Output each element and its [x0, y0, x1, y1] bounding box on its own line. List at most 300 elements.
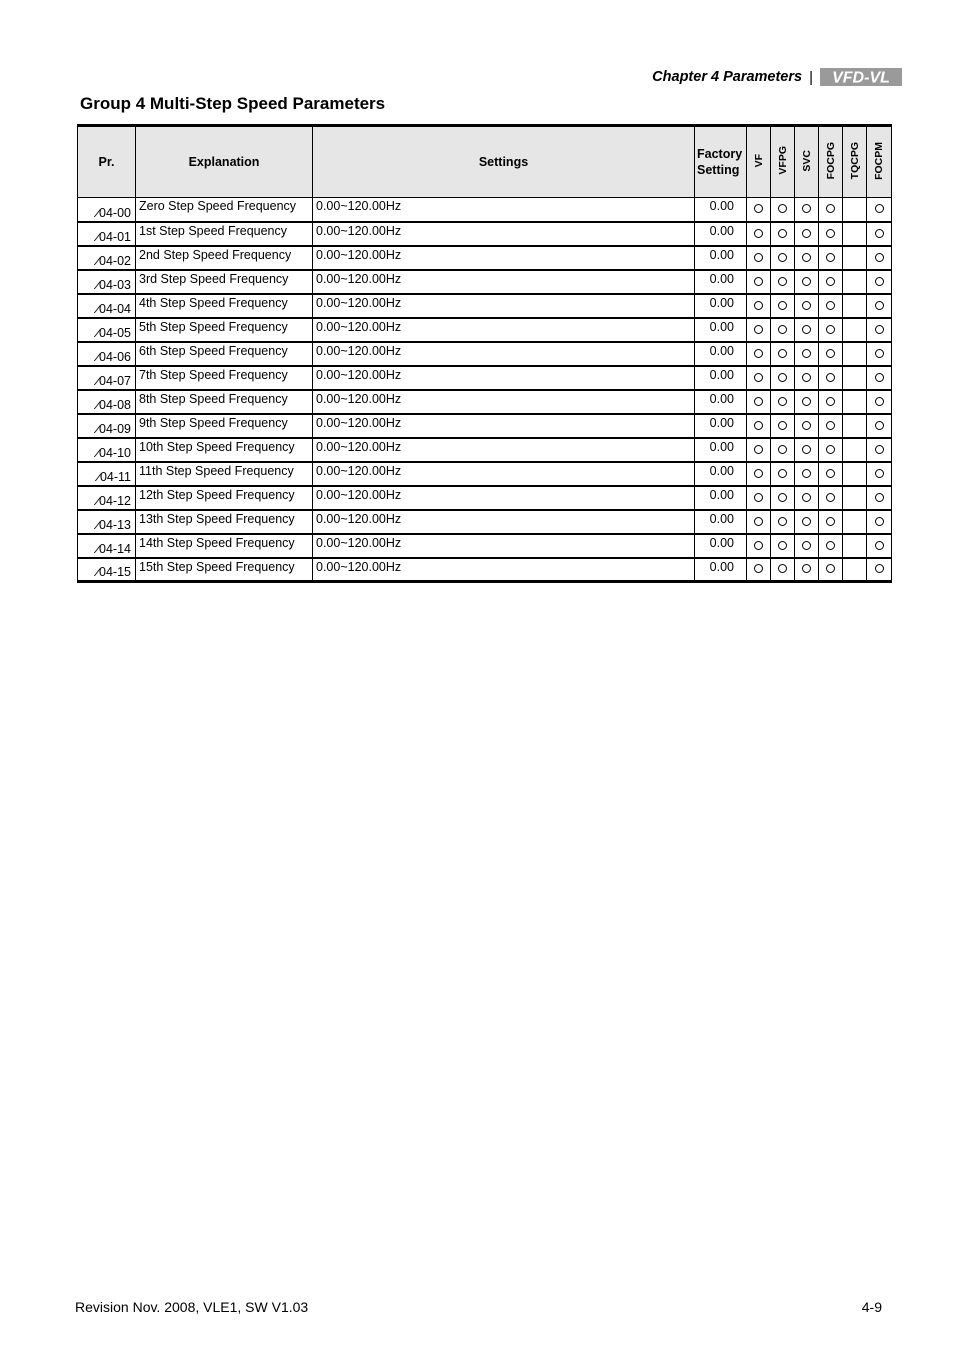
parameter-number: [78, 222, 136, 246]
hollow-circle-icon: [826, 229, 835, 238]
hollow-circle-icon: [802, 445, 811, 454]
hollow-circle-icon: [826, 253, 835, 262]
mode-cell-vf: [747, 534, 771, 558]
mode-cell-vf: [747, 390, 771, 414]
mode-cell-tqcpg: [843, 246, 867, 270]
hollow-circle-icon: [826, 493, 835, 502]
hollow-circle-icon: [778, 301, 787, 310]
hollow-circle-icon: [778, 229, 787, 238]
mode-cell-focpg: [819, 414, 843, 438]
hollow-circle-icon: [875, 517, 884, 526]
hollow-circle-icon: [778, 397, 787, 406]
parameter-code: 04-14: [99, 541, 131, 556]
parameter-explanation: Zero Step Speed Frequency: [136, 198, 313, 222]
mode-cell-vfpg: [771, 486, 795, 510]
svg-text:VFD-VL: VFD-VL: [832, 69, 890, 86]
pen-icon: ⁄: [96, 351, 99, 364]
parameter-settings: 0.00~120.00Hz: [313, 294, 695, 318]
mode-cell-vf: [747, 558, 771, 582]
parameter-number: [78, 534, 136, 558]
mode-cell-vfpg: [771, 318, 795, 342]
parameter-code: 04-07: [99, 373, 131, 388]
hollow-circle-icon: [826, 469, 835, 478]
parameter-settings: 0.00~120.00Hz: [313, 438, 695, 462]
hollow-circle-icon: [875, 229, 884, 238]
section-title: Group 4 Multi-Step Speed Parameters: [80, 94, 386, 113]
parameter-number: [78, 510, 136, 534]
hollow-circle-icon: [826, 564, 835, 573]
col-header-settings: Settings: [313, 126, 695, 198]
hollow-circle-icon: [875, 204, 884, 213]
hollow-circle-icon: [802, 469, 811, 478]
mode-cell-tqcpg: [843, 438, 867, 462]
hollow-circle-icon: [778, 373, 787, 382]
mode-cell-vfpg: [771, 510, 795, 534]
hollow-circle-icon: [778, 445, 787, 454]
parameter-settings: 0.00~120.00Hz: [313, 534, 695, 558]
parameter-number: [78, 486, 136, 510]
mode-cell-tqcpg: [843, 366, 867, 390]
factory-setting: 0.00: [695, 486, 747, 510]
hollow-circle-icon: [778, 493, 787, 502]
pen-icon: ⁄: [96, 255, 99, 268]
table-row: [78, 318, 892, 342]
hollow-circle-icon: [875, 541, 884, 550]
hollow-circle-icon: [802, 493, 811, 502]
hollow-circle-icon: [754, 469, 763, 478]
mode-cell-focpm: [867, 534, 892, 558]
pen-icon: ⁄: [96, 567, 99, 579]
mode-cell-focpg: [819, 366, 843, 390]
mode-cell-focpm: [867, 558, 892, 582]
hollow-circle-icon: [754, 517, 763, 526]
parameter-explanation: 14th Step Speed Frequency: [136, 534, 313, 558]
pen-icon: ⁄: [96, 231, 99, 244]
mode-cell-svc: [795, 246, 819, 270]
col-header-explanation: Explanation: [136, 126, 313, 198]
parameter-explanation: 1st Step Speed Frequency: [136, 222, 313, 246]
hollow-circle-icon: [875, 349, 884, 358]
mode-cell-focpm: [867, 294, 892, 318]
factory-setting: 0.00: [695, 198, 747, 222]
parameter-code: 04-08: [99, 397, 131, 412]
mode-cell-vf: [747, 222, 771, 246]
parameter-explanation: 5th Step Speed Frequency: [136, 318, 313, 342]
mode-cell-focpg: [819, 486, 843, 510]
hollow-circle-icon: [778, 517, 787, 526]
mode-cell-vfpg: [771, 366, 795, 390]
table-row: [78, 294, 892, 318]
table-row: [78, 486, 892, 510]
mode-cell-focpm: [867, 270, 892, 294]
mode-cell-tqcpg: [843, 558, 867, 582]
hollow-circle-icon: [754, 397, 763, 406]
factory-setting: 0.00: [695, 438, 747, 462]
pen-icon: ⁄: [96, 399, 99, 412]
table-row: [78, 510, 892, 534]
hollow-circle-icon: [875, 301, 884, 310]
factory-setting: 0.00: [695, 222, 747, 246]
mode-cell-tqcpg: [843, 270, 867, 294]
hollow-circle-icon: [826, 301, 835, 310]
hollow-circle-icon: [802, 373, 811, 382]
hollow-circle-icon: [802, 253, 811, 262]
mode-cell-svc: [795, 438, 819, 462]
hollow-circle-icon: [802, 397, 811, 406]
hollow-circle-icon: [802, 517, 811, 526]
hollow-circle-icon: [875, 421, 884, 430]
parameter-settings: 0.00~120.00Hz: [313, 510, 695, 534]
mode-cell-tqcpg: [843, 510, 867, 534]
table-row: [78, 414, 892, 438]
mode-cell-svc: [795, 510, 819, 534]
parameter-number: [78, 558, 136, 582]
hollow-circle-icon: [875, 493, 884, 502]
parameter-settings: 0.00~120.00Hz: [313, 486, 695, 510]
parameter-table: [77, 124, 892, 583]
mode-cell-focpm: [867, 510, 892, 534]
parameter-explanation: 8th Step Speed Frequency: [136, 390, 313, 414]
pen-icon: ⁄: [96, 303, 99, 316]
mode-cell-focpm: [867, 486, 892, 510]
mode-cell-vf: [747, 366, 771, 390]
col-header-pr: Pr.: [78, 126, 136, 198]
mode-cell-tqcpg: [843, 222, 867, 246]
col-header-factory-setting: Factory Setting: [695, 126, 747, 198]
parameter-explanation: 13th Step Speed Frequency: [136, 510, 313, 534]
hollow-circle-icon: [778, 253, 787, 262]
parameter-code: 04-06: [99, 349, 131, 364]
parameter-number: [78, 366, 136, 390]
mode-cell-svc: [795, 270, 819, 294]
hollow-circle-icon: [802, 229, 811, 238]
hollow-circle-icon: [754, 277, 763, 286]
hollow-circle-icon: [778, 325, 787, 334]
table-row: [78, 438, 892, 462]
mode-cell-vf: [747, 486, 771, 510]
chapter-title: Chapter 4 Parameters: [652, 69, 803, 85]
hollow-circle-icon: [802, 541, 811, 550]
parameter-explanation: 15th Step Speed Frequency: [136, 558, 313, 582]
parameter-number: [78, 318, 136, 342]
parameter-explanation: 11th Step Speed Frequency: [136, 462, 313, 486]
mode-cell-focpg: [819, 510, 843, 534]
hollow-circle-icon: [754, 253, 763, 262]
mode-cell-focpg: [819, 438, 843, 462]
hollow-circle-icon: [754, 421, 763, 430]
hollow-circle-icon: [802, 204, 811, 213]
hollow-circle-icon: [826, 325, 835, 334]
mode-cell-svc: [795, 486, 819, 510]
mode-cell-focpg: [819, 390, 843, 414]
parameter-code: 04-12: [99, 493, 131, 508]
hollow-circle-icon: [875, 373, 884, 382]
mode-cell-svc: [795, 366, 819, 390]
factory-setting: 0.00: [695, 510, 747, 534]
mode-cell-tqcpg: [843, 414, 867, 438]
mode-cell-vf: [747, 510, 771, 534]
mode-cell-vf: [747, 414, 771, 438]
hollow-circle-icon: [826, 517, 835, 526]
mode-cell-vfpg: [771, 246, 795, 270]
mode-cell-tqcpg: [843, 534, 867, 558]
hollow-circle-icon: [875, 397, 884, 406]
mode-cell-vfpg: [771, 462, 795, 486]
mode-cell-svc: [795, 534, 819, 558]
mode-cell-focpm: [867, 414, 892, 438]
hollow-circle-icon: [754, 301, 763, 310]
factory-setting: 0.00: [695, 342, 747, 366]
mode-cell-vfpg: [771, 438, 795, 462]
mode-cell-svc: [795, 222, 819, 246]
mode-cell-vf: [747, 438, 771, 462]
mode-cell-vfpg: [771, 222, 795, 246]
table-row: [78, 246, 892, 270]
hollow-circle-icon: [802, 564, 811, 573]
pen-icon: ⁄: [96, 519, 99, 532]
vfd-vl-logo: [820, 68, 902, 86]
factory-setting: 0.00: [695, 246, 747, 270]
parameter-settings: 0.00~120.00Hz: [313, 366, 695, 390]
pen-icon: ⁄: [96, 375, 99, 388]
mode-cell-vfpg: [771, 390, 795, 414]
parameter-number: [78, 294, 136, 318]
mode-cell-svc: [795, 342, 819, 366]
parameter-settings: 0.00~120.00Hz: [313, 342, 695, 366]
chapter-header: [652, 66, 902, 88]
parameter-code: 04-00: [99, 205, 131, 220]
parameter-code: 04-04: [99, 301, 131, 316]
parameter-code: 04-05: [99, 325, 131, 340]
parameter-settings: 0.00~120.00Hz: [313, 222, 695, 246]
hollow-circle-icon: [802, 349, 811, 358]
mode-cell-vfpg: [771, 294, 795, 318]
table-row: [78, 462, 892, 486]
hollow-circle-icon: [754, 445, 763, 454]
table-row: [78, 342, 892, 366]
hollow-circle-icon: [826, 397, 835, 406]
factory-setting: 0.00: [695, 318, 747, 342]
parameter-number: [78, 270, 136, 294]
hollow-circle-icon: [778, 349, 787, 358]
col-header-focpg: FOCPG: [819, 126, 843, 198]
factory-setting: 0.00: [695, 294, 747, 318]
hollow-circle-icon: [778, 541, 787, 550]
hollow-circle-icon: [754, 493, 763, 502]
hollow-circle-icon: [826, 445, 835, 454]
table-row: [78, 390, 892, 414]
mode-cell-focpg: [819, 246, 843, 270]
hollow-circle-icon: [875, 469, 884, 478]
hollow-circle-icon: [875, 564, 884, 573]
parameter-explanation: 2nd Step Speed Frequency: [136, 246, 313, 270]
table-body: [78, 198, 892, 582]
mode-cell-vf: [747, 270, 771, 294]
hollow-circle-icon: [778, 204, 787, 213]
col-header-svc: SVC: [795, 126, 819, 198]
hollow-circle-icon: [754, 373, 763, 382]
pen-icon: ⁄: [96, 207, 99, 220]
mode-cell-vfpg: [771, 558, 795, 582]
mode-cell-svc: [795, 462, 819, 486]
hollow-circle-icon: [754, 541, 763, 550]
hollow-circle-icon: [802, 421, 811, 430]
mode-cell-focpm: [867, 366, 892, 390]
parameter-number: [78, 198, 136, 222]
parameter-number: [78, 342, 136, 366]
table-row: [78, 534, 892, 558]
hollow-circle-icon: [778, 277, 787, 286]
footer-page-number: 4-9: [861, 1299, 882, 1315]
mode-cell-svc: [795, 558, 819, 582]
hollow-circle-icon: [778, 421, 787, 430]
parameter-settings: 0.00~120.00Hz: [313, 462, 695, 486]
mode-cell-tqcpg: [843, 390, 867, 414]
mode-cell-vfpg: [771, 414, 795, 438]
mode-cell-focpm: [867, 222, 892, 246]
parameter-explanation: 7th Step Speed Frequency: [136, 366, 313, 390]
hollow-circle-icon: [826, 421, 835, 430]
hollow-circle-icon: [826, 541, 835, 550]
mode-cell-focpg: [819, 534, 843, 558]
mode-cell-svc: [795, 198, 819, 222]
pen-icon: ⁄: [96, 543, 99, 556]
mode-cell-tqcpg: [843, 318, 867, 342]
footer-revision: Revision Nov. 2008, VLE1, SW V1.03: [75, 1299, 309, 1315]
mode-cell-focpm: [867, 390, 892, 414]
mode-cell-svc: [795, 294, 819, 318]
pen-icon: ⁄: [96, 447, 99, 460]
table-row: [78, 198, 892, 222]
col-header-vf: VF: [747, 126, 771, 198]
hollow-circle-icon: [802, 301, 811, 310]
parameter-explanation: 6th Step Speed Frequency: [136, 342, 313, 366]
mode-cell-vfpg: [771, 342, 795, 366]
hollow-circle-icon: [826, 277, 835, 286]
factory-setting: 0.00: [695, 390, 747, 414]
mode-cell-vf: [747, 246, 771, 270]
parameter-code: 04-15: [99, 565, 131, 579]
hollow-circle-icon: [826, 204, 835, 213]
parameter-settings: 0.00~120.00Hz: [313, 270, 695, 294]
factory-setting: 0.00: [695, 558, 747, 582]
parameter-settings: 0.00~120.00Hz: [313, 318, 695, 342]
parameter-number: [78, 438, 136, 462]
col-header-tqcpg: TQCPG: [843, 126, 867, 198]
table-row: [78, 366, 892, 390]
mode-cell-focpm: [867, 438, 892, 462]
factory-setting: 0.00: [695, 414, 747, 438]
table-row: [78, 558, 892, 582]
parameter-code: 04-10: [99, 445, 131, 460]
pen-icon: ⁄: [96, 423, 99, 436]
mode-cell-svc: [795, 390, 819, 414]
hollow-circle-icon: [875, 277, 884, 286]
parameter-settings: 0.00~120.00Hz: [313, 390, 695, 414]
pen-icon: ⁄: [96, 279, 99, 292]
factory-setting: 0.00: [695, 366, 747, 390]
parameter-code: 04-09: [99, 421, 131, 436]
mode-cell-tqcpg: [843, 486, 867, 510]
mode-cell-svc: [795, 318, 819, 342]
hollow-circle-icon: [802, 277, 811, 286]
hollow-circle-icon: [826, 349, 835, 358]
hollow-circle-icon: [778, 469, 787, 478]
factory-setting: 0.00: [695, 462, 747, 486]
col-header-focpm: FOCPM: [867, 126, 892, 198]
parameter-settings: 0.00~120.00Hz: [313, 558, 695, 582]
parameter-number: [78, 414, 136, 438]
parameter-code: 04-03: [99, 277, 131, 292]
mode-cell-focpg: [819, 270, 843, 294]
mode-cell-focpm: [867, 246, 892, 270]
parameter-explanation: 12th Step Speed Frequency: [136, 486, 313, 510]
mode-cell-focpg: [819, 342, 843, 366]
mode-cell-focpg: [819, 294, 843, 318]
parameter-explanation: 9th Step Speed Frequency: [136, 414, 313, 438]
mode-cell-focpm: [867, 198, 892, 222]
parameter-explanation: 4th Step Speed Frequency: [136, 294, 313, 318]
parameter-settings: 0.00~120.00Hz: [313, 246, 695, 270]
mode-cell-vfpg: [771, 270, 795, 294]
parameter-code: 04-11: [99, 469, 131, 484]
factory-setting: 0.00: [695, 534, 747, 558]
mode-cell-tqcpg: [843, 198, 867, 222]
parameter-code: 04-13: [99, 517, 131, 532]
mode-cell-vf: [747, 294, 771, 318]
mode-cell-svc: [795, 414, 819, 438]
parameter-number: [78, 246, 136, 270]
parameter-explanation: 10th Step Speed Frequency: [136, 438, 313, 462]
mode-cell-focpg: [819, 558, 843, 582]
mode-cell-vfpg: [771, 198, 795, 222]
mode-cell-focpg: [819, 462, 843, 486]
parameter-settings: 0.00~120.00Hz: [313, 198, 695, 222]
mode-cell-tqcpg: [843, 294, 867, 318]
hollow-circle-icon: [754, 325, 763, 334]
hollow-circle-icon: [754, 564, 763, 573]
mode-cell-focpm: [867, 318, 892, 342]
table-row: [78, 270, 892, 294]
mode-cell-tqcpg: [843, 342, 867, 366]
parameter-code: 04-01: [99, 229, 131, 244]
pen-icon: ⁄: [97, 471, 99, 484]
mode-cell-focpg: [819, 318, 843, 342]
pen-icon: ⁄: [96, 495, 99, 508]
mode-cell-vf: [747, 318, 771, 342]
parameter-code: 04-02: [99, 253, 131, 268]
hollow-circle-icon: [778, 564, 787, 573]
hollow-circle-icon: [826, 373, 835, 382]
hollow-circle-icon: [875, 325, 884, 334]
hollow-circle-icon: [875, 253, 884, 262]
col-header-vfpg: VFPG: [771, 126, 795, 198]
hollow-circle-icon: [875, 445, 884, 454]
mode-cell-vf: [747, 198, 771, 222]
parameter-explanation: 3rd Step Speed Frequency: [136, 270, 313, 294]
mode-cell-focpg: [819, 222, 843, 246]
pen-icon: ⁄: [96, 327, 99, 340]
header-separator: |: [809, 68, 813, 86]
mode-cell-vfpg: [771, 534, 795, 558]
parameter-settings: 0.00~120.00Hz: [313, 414, 695, 438]
factory-setting: 0.00: [695, 270, 747, 294]
hollow-circle-icon: [754, 349, 763, 358]
hollow-circle-icon: [754, 229, 763, 238]
hollow-circle-icon: [802, 325, 811, 334]
parameter-number: [78, 462, 136, 486]
hollow-circle-icon: [754, 204, 763, 213]
